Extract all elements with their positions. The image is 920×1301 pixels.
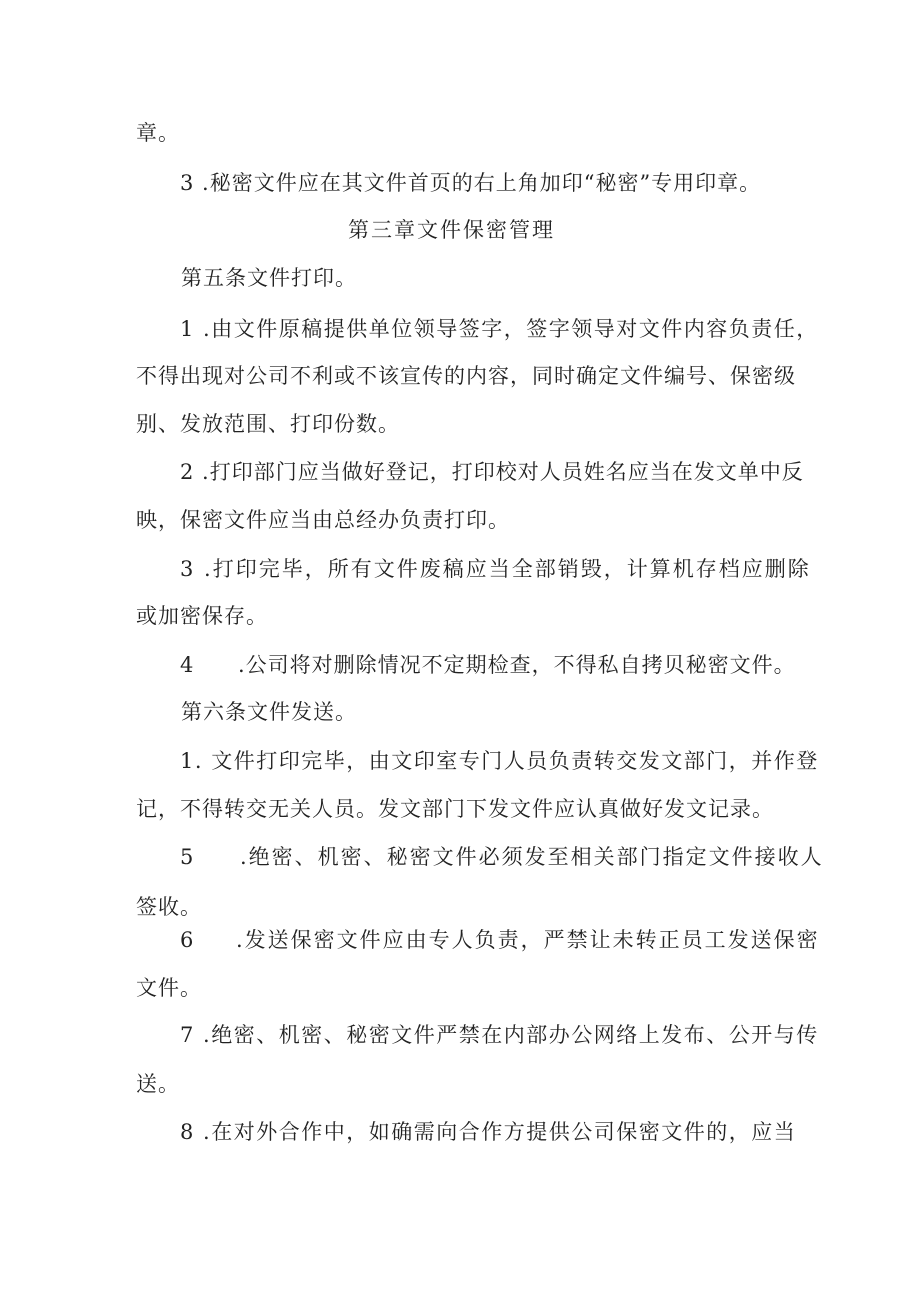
paragraph-line: .发送保密文件应由专人负责，严禁让未转正员工发送保密 [236, 928, 820, 952]
paragraph-line: 3 .打印完毕，所有文件废稿应当全部销毁，计算机存档应删除 [180, 557, 811, 581]
item-number: 6 [180, 928, 195, 952]
paragraph-line: 或加密保存。 [136, 604, 268, 628]
paragraph-line: 2 .打印部门应当做好登记，打印校对人员姓名应当在发文单中反 [180, 460, 804, 484]
paragraph-line: 3 .秘密文件应在其文件首页的右上角加印“秘密”专用印章。 [180, 171, 762, 195]
item-number: 5 [180, 845, 195, 869]
article-heading: 第六条文件发送。 [181, 700, 357, 724]
paragraph-line: 别、发放范围、打印份数。 [136, 412, 400, 436]
paragraph-line: 映，保密文件应当由总经办负责打印。 [136, 508, 510, 532]
item-number: 4 [180, 653, 195, 677]
chapter-heading: 第三章文件保密管理 [348, 218, 555, 242]
paragraph-line: .绝密、机密、秘密文件必须发至相关部门指定文件接收人 [240, 845, 824, 869]
paragraph-line: 7 .绝密、机密、秘密文件严禁在内部办公网络上发布、公开与传 [180, 1023, 819, 1047]
article-heading: 第五条文件打印。 [181, 266, 357, 290]
paragraph-line: 签收。 [136, 895, 202, 919]
paragraph-line: 不得出现对公司不利或不该宣传的内容，同时确定文件编号、保密级 [136, 364, 796, 388]
paragraph-line: 1 .由文件原稿提供单位领导签字，签字领导对文件内容负责任， [180, 317, 819, 341]
paragraph-line: 记，不得转交无关人员。发文部门下发文件应认真做好发文记录。 [136, 797, 774, 821]
paragraph-line: 文件。 [136, 976, 202, 1000]
paragraph-line: 送。 [136, 1072, 180, 1096]
paragraph-line: 1. 文件打印完毕，由文印室专门人员负责转交发文部门，并作登 [180, 749, 819, 773]
paragraph-line: .公司将对删除情况不定期检查，不得私自拷贝秘密文件。 [238, 653, 796, 677]
paragraph-line: 章。 [136, 121, 180, 145]
paragraph-line: 8 .在对外合作中，如确需向合作方提供公司保密文件的，应当 [180, 1120, 797, 1144]
